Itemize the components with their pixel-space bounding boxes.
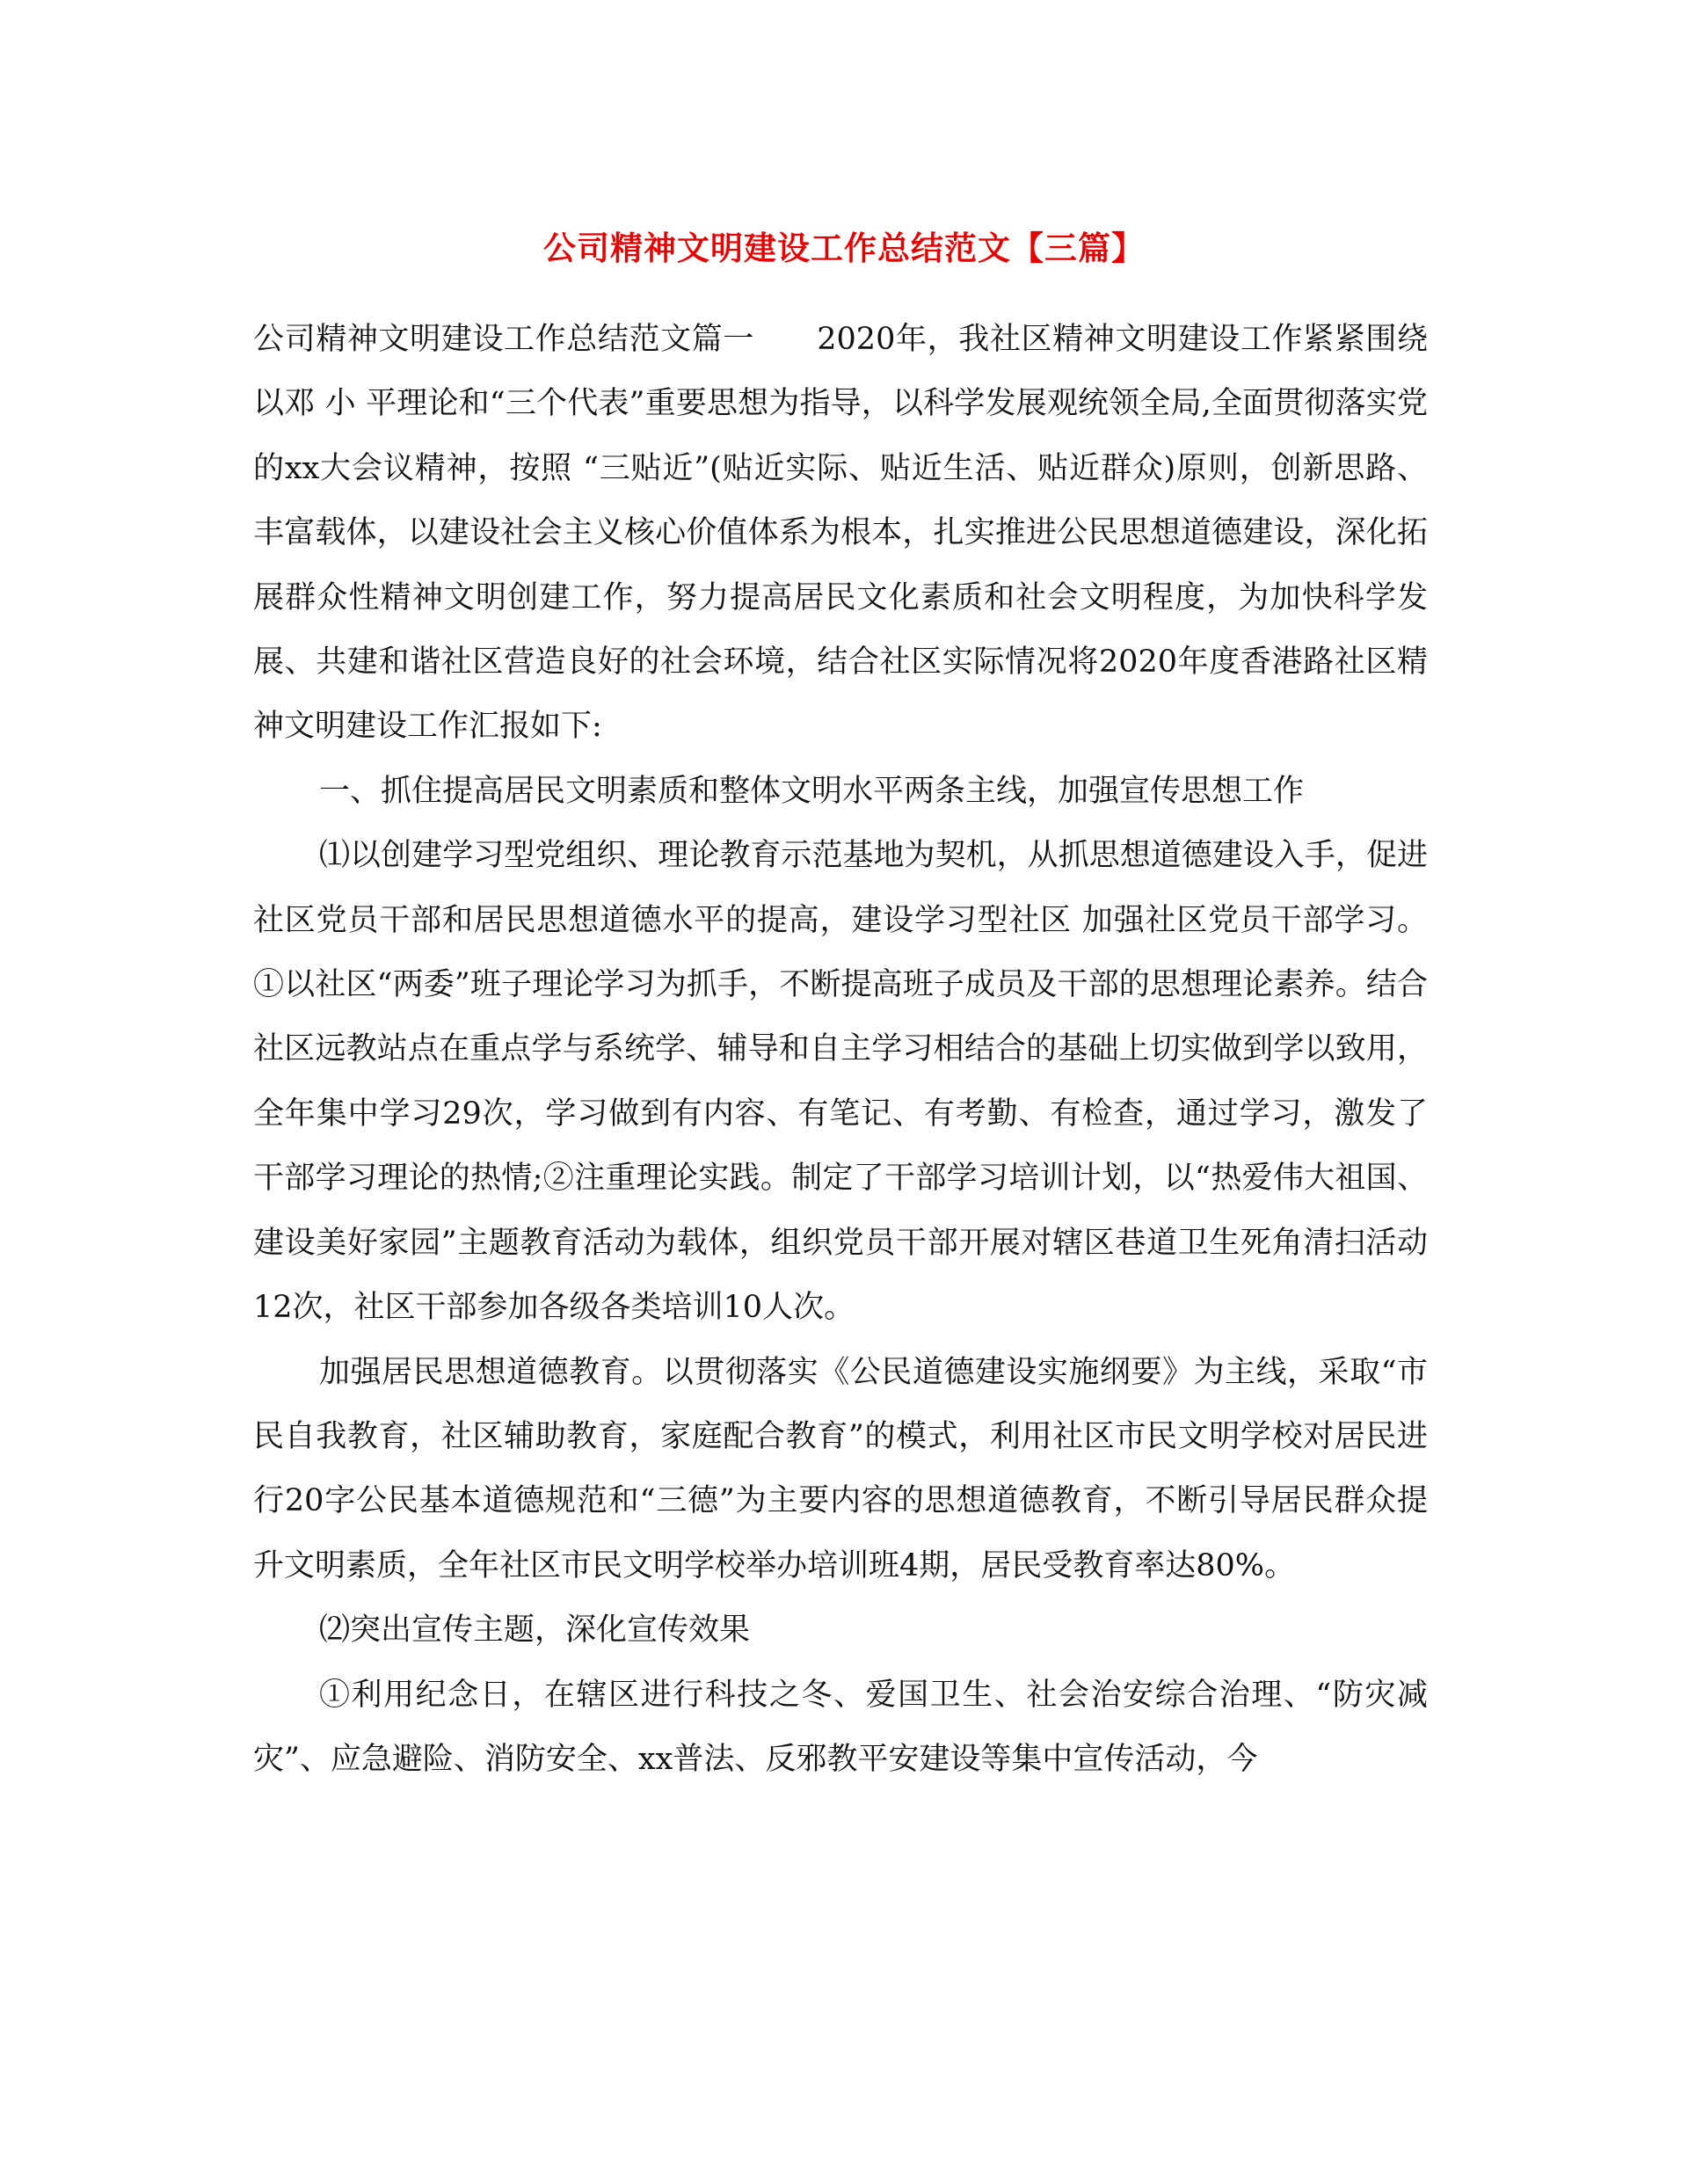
paragraph-commemoration: ①利用纪念日，在辖区进行科技之冬、爱国卫生、社会治安综合治理、“防灾减灾”、应急避险、消防安全、xx普法、反邪教平安建设等集中宣传活动，今: [253, 1677, 1428, 1777]
paragraph-intro: 公司精神文明建设工作总结范文篇一 2020年，我社区精神文明建设工作紧紧围绕以邓 小 平理论和“三个代表”重要思想为指导，以科学发展观统领全局,全面贯彻落实党的xx大会议精神，按照 “三贴近”(贴近实际、贴近生活、贴近群众)原则，创新思路、丰富载体，以建设社会主义核心价值体系为根本，扎实推进公民思想道德建设，深化拓展群众性精神文明创建工作，努力提高居民文化素质和社会文明程度，为加快科学发展、共建和谐社区营造良好的社会环境，结合社区实际情况将2020年度香港路社区精神文明建设工作汇报如下:: [253, 322, 1428, 745]
paragraph-section-heading: 一、抓住提高居民文明素质和整体文明水平两条主线，加强宣传思想工作: [319, 773, 1305, 809]
document-title: 公司精神文明建设工作总结范文【三篇】: [543, 229, 1145, 267]
document-body: [253, 308, 1428, 1792]
paragraph-moral-education: 加强居民思想道德教育。以贯彻落实《公民道德建设实施纲要》为主线，采取“市民自我教育，社区辅助教育，家庭配合教育”的模式，利用社区市民文明学校对居民进行20字公民基本道德规范和“三德”为主要内容的思想道德教育，不断引导居民群众提升文明素质，全年社区市民文明学校举办培训班4期，居民受教育率达80%。: [253, 1354, 1428, 1583]
paragraph-study: ⑴以创建学习型党组织、理论教育示范基地为契机，从抓思想道德建设入手，促进社区党员干部和居民思想道德水平的提高，建设学习型社区 加强社区党员干部学习。①以社区“两委”班子理论学习为抓手，不断提高班子成员及干部的思想理论素养。结合社区远教站点在重点学与系统学、辅导和自主学习相结合的基础上切实做到学以致用，全年集中学习29次，学习做到有内容、有笔记、有考勤、有检查，通过学习，激发了干部学习理论的热情;②注重理论实践。制定了干部学习培训计划，以“热爱伟大祖国、建设美好家园”主题教育活动为载体，组织党员干部开展对辖区巷道卫生死角清扫活动12次，社区干部参加各级各类培训10人次。: [253, 838, 1428, 1326]
paragraph-propaganda-heading: ⑵突出宣传主题，深化宣传效果: [319, 1613, 751, 1649]
